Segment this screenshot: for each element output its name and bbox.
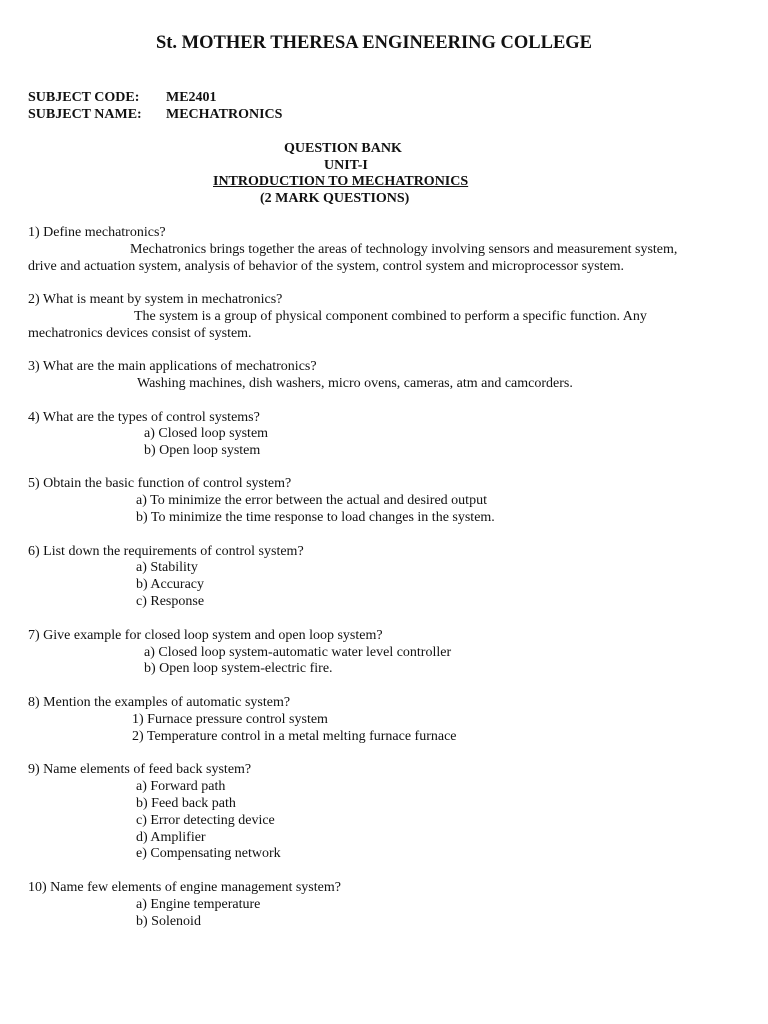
answer-4-line-1: a) Closed loop system: [144, 426, 269, 441]
question-1: 1) Define mechatronics?: [28, 225, 166, 240]
answer-8-line-2: 2) Temperature control in a metal melting furnace furnace: [132, 729, 457, 744]
answer-9-line-3: c) Error detecting device: [136, 813, 275, 828]
question-9: 9) Name elements of feed back system?: [28, 762, 252, 777]
answer-1-line-1: Mechatronics brings together the areas of technology involving sensors and measurement system,: [130, 242, 678, 257]
question-3: 3) What are the main applications of mechatronics?: [28, 359, 317, 374]
answer-5-line-2: b) To minimize the time response to load changes in the system.: [136, 510, 495, 525]
answer-8-line-1: 1) Furnace pressure control system: [132, 712, 328, 727]
question-bank-title: QUESTION BANK: [284, 141, 402, 156]
answer-9-line-4: d) Amplifier: [136, 830, 206, 845]
question-4: 4) What are the types of control systems?: [28, 410, 260, 425]
marks-title: (2 MARK QUESTIONS): [260, 191, 410, 206]
unit-title: UNIT-I: [324, 158, 368, 173]
answer-4-line-2: b) Open loop system: [144, 443, 261, 458]
question-7: 7) Give example for closed loop system and open loop system?: [28, 628, 383, 643]
subject-name: MECHATRONICS: [166, 107, 283, 122]
answer-9-line-5: e) Compensating network: [136, 846, 281, 861]
question-5: 5) Obtain the basic function of control system?: [28, 476, 292, 491]
answer-2-line-1: The system is a group of physical component combined to perform a specific function. Any: [134, 309, 647, 324]
subject-code-label: SUBJECT CODE:: [28, 90, 140, 105]
answer-6-line-2: b) Accuracy: [136, 577, 205, 592]
college-name: St. MOTHER THERESA ENGINEERING COLLEGE: [155, 33, 593, 53]
answer-1-line-2: drive and actuation system, analysis of behavior of the system, control system and microprocessor system.: [28, 259, 625, 274]
question-10: 10) Name few elements of engine management system?: [28, 880, 341, 895]
question-2: 2) What is meant by system in mechatronics?: [28, 292, 283, 307]
answer-6-line-1: a) Stability: [136, 560, 198, 575]
answer-10-line-1: a) Engine temperature: [136, 897, 261, 912]
subject-code-line: [28, 89, 217, 106]
answer-3-line-1: Washing machines, dish washers, micro ovens, cameras, atm and camcorders.: [137, 376, 573, 391]
answer-5-line-1: a) To minimize the error between the actual and desired output: [136, 493, 487, 508]
answer-7-line-2: b) Open loop system-electric fire.: [144, 661, 333, 676]
topic-title: INTRODUCTION TO MECHATRONICS: [213, 174, 469, 189]
answer-2-line-2: mechatronics devices consist of system.: [28, 326, 252, 341]
answer-9-line-1: a) Forward path: [136, 779, 226, 794]
answer-7-line-1: a) Closed loop system-automatic water level controller: [144, 645, 452, 660]
subject-name-line: [28, 106, 283, 123]
answer-10-line-2: b) Solenoid: [136, 914, 201, 929]
answer-9-line-2: b) Feed back path: [136, 796, 236, 811]
question-8: 8) Mention the examples of automatic system?: [28, 695, 291, 710]
answer-6-line-3: c) Response: [136, 594, 205, 609]
question-6: 6) List down the requirements of control system?: [28, 544, 304, 559]
subject-code: ME2401: [166, 90, 217, 105]
subject-name-label: SUBJECT NAME:: [28, 107, 142, 122]
